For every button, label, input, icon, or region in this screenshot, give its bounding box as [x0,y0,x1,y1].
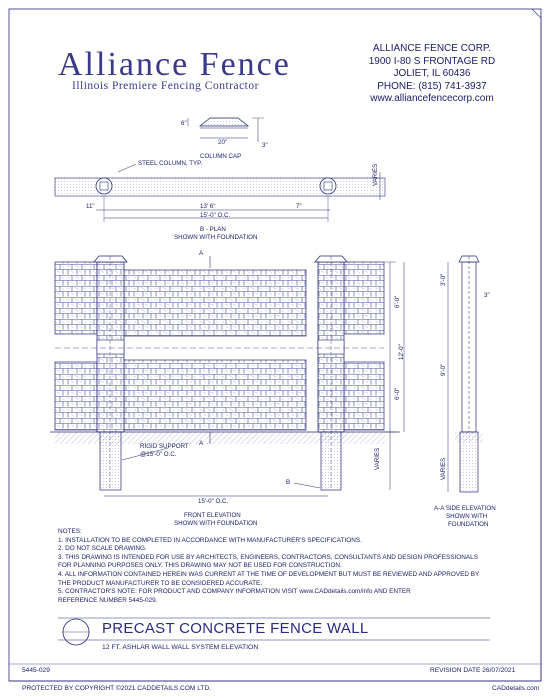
notes-heading: NOTES: [58,528,82,535]
side-3ft-dim: 3'-0" [440,273,447,286]
front-varies-dim: VARIES [374,447,381,470]
rigid-support-label: RIGID SUPPORT [140,443,189,450]
plan-panel-dim: 13' 6" [200,203,216,210]
section-a-top: A [199,250,204,257]
reference-number: 5445-029 [22,667,50,674]
company-name: ALLIANCE FENCE CORP. [372,43,492,54]
front-label: FRONT ELEVATION [184,512,241,519]
side-label: A-A SIDE ELEVATION [434,505,496,512]
copyright: PROTECTED BY COPYRIGHT ©2021 CADDETAILS.COM LTD. [22,685,212,692]
caddetails-link[interactable]: CADdetails.com [492,685,540,692]
side-9ft-dim: 9'-0" [440,363,447,376]
plan-oc-dim: 15'-0" O.C. [200,212,231,219]
steel-column-label: STEEL COLUMN, TYP. [138,160,203,167]
company-address-line1: 1900 I-80 S FRONTAGE RD [368,55,496,67]
section-a-bottom: A [199,440,204,447]
note-line: THE PRODUCT MANUFACTURER TO BE CONSIDERED ACCURATE. [58,579,263,587]
cap-height-dim: 6" [181,120,187,127]
front-6ft-bottom-dim: 6'-0" [394,387,401,400]
plan-11in-dim: 11" [86,203,95,210]
note-line: REFERENCE NUMBER 5445-029. [58,596,158,604]
note-line: 1. INSTALLATION TO BE COMPLETED IN ACCORDANCE WITH MANUFACTURER'S SPECIFICATIONS. [58,536,362,544]
revision-date: REVISION DATE 26/07/2021 [430,667,516,674]
plan-label: B - PLAN [200,226,226,233]
rigid-support-spacing: @15'-0" O.C. [140,451,177,458]
note-line: 3. THIS DRAWING IS INTENDED FOR USE BY ARCHITECTS, ENGINEERS, CONTRACTORS, CONSULTANTS AND DESIGN PROFESSIONALS [58,553,478,561]
section-b: B [286,479,291,486]
logo-subtitle: Illinois Premiere Fencing Contractor [72,80,259,92]
front-oc-dim: 15'-0" O.C. [198,498,229,505]
company-address-line2: JOLIET, IL 60436 [393,68,471,79]
plan-label-sub: SHOWN WITH FOUNDATION [174,234,258,241]
company-phone: PHONE: (815) 741-3937 [377,80,487,92]
side-3in-dim: 3" [484,292,490,299]
note-line: FOR PLANNING PURPOSES ONLY. THIS DRAWING MAY NOT BE USED FOR CONSTRUCTION. [58,562,342,570]
side-varies-dim: VARIES [440,457,447,480]
plan-7in-dim: 7" [296,203,302,210]
cap-side-dim: 3" [262,142,268,149]
company-website[interactable]: www.alliancefencecorp.com [370,93,494,104]
note-line: 5. CONTRACTOR'S NOTE: FOR PRODUCT AND COMPANY INFORMATION VISIT www.CADdetails.com/info AND ENTER [58,588,411,596]
notes-block [58,528,479,605]
cap-width-dim: 20" [218,139,228,146]
front-6ft-top-dim: 6'-0" [394,295,401,308]
cap-label: COLUMN CAP [200,153,242,160]
side-label-sub1: SHOWN WITH [446,513,488,520]
front-12ft-dim: 12'-0" [398,344,405,360]
drawing-title: PRECAST CONCRETE FENCE WALL [102,620,369,637]
note-line: 2. DO NOT SCALE DRAWING. [58,545,147,553]
side-label-sub2: FOUNDATION [448,521,489,528]
note-line: 4. ALL INFORMATION CONTAINED HEREIN WAS CURRENT AT THE TIME OF DEVELOPMENT BUT MUST BE REVIEWED AND APPROVED BY [58,570,480,578]
company-block [362,43,502,106]
front-label-sub: SHOWN WITH FOUNDATION [174,520,258,527]
logo-title: Alliance Fence [58,46,291,83]
plan-varies-dim: VARIES [372,163,379,186]
drawing-subtitle: 12 FT. ASHLAR WALL WALL SYSTEM ELEVATION [102,644,259,651]
